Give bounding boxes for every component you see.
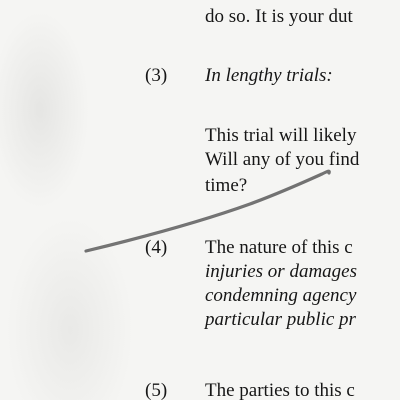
item-4-line-1: The nature of this c	[205, 237, 353, 258]
item-3-line-1: This trial will likely	[205, 125, 357, 146]
item-5-line-1: The parties to this c	[205, 380, 355, 400]
item-4-line-2: injuries or damages	[205, 261, 357, 282]
intro-line: do so. It is your dut	[205, 6, 353, 27]
item-5-number: (5)	[145, 380, 168, 400]
item-4-line-4: particular public pr	[205, 309, 356, 330]
item-4-number: (4)	[145, 237, 168, 258]
item-3-line-2: Will any of you find	[205, 149, 360, 170]
item-3-heading: In lengthy trials:	[205, 65, 333, 86]
item-3-line-3: time?	[205, 175, 248, 196]
item-3-number: (3)	[145, 65, 168, 86]
item-4-line-3: condemning agency	[205, 285, 357, 306]
